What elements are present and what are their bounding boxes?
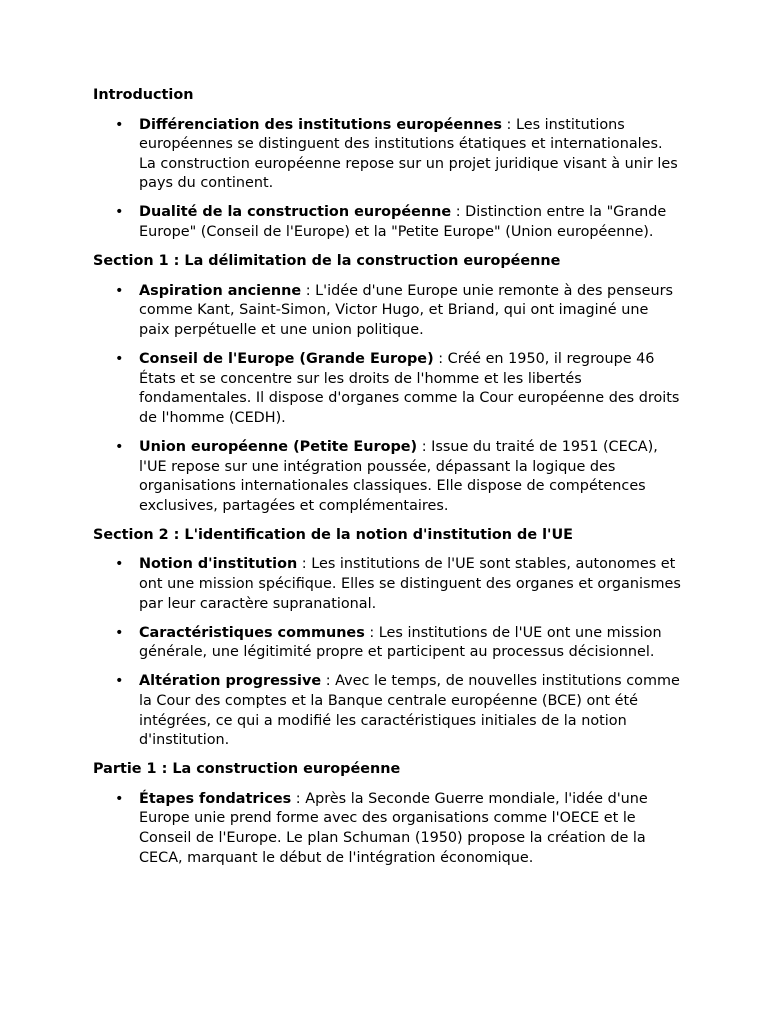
section-heading-partie-1: Partie 1 : La construction européenne (93, 761, 401, 778)
item-term: Altération progressive (139, 673, 322, 690)
list-item (93, 438, 683, 516)
list-item (93, 624, 683, 663)
bullet-icon: • (115, 116, 124, 133)
item-term: Caractéristiques communes (139, 624, 365, 641)
bullet-list-partie-1 (93, 790, 683, 868)
bullet-list-introduction (93, 116, 683, 243)
item-term: Étapes fondatrices (139, 790, 292, 807)
item-text: : Après la Seconde Guerre mondiale, l'idée d'une Europe unie prend forme avec des organisations comme l'OECE et le Conseil de l'Europe. Le plan Schuman (1950) propose la création de la CECA, marquant le début de l'intégration économique. (139, 790, 648, 866)
list-item (93, 116, 683, 194)
item-text: : Distinction entre la "Grande Europe" (Conseil de l'Europe) et la "Petite Europe" (Union européenne). (139, 204, 667, 241)
item-text: : Avec le temps, de nouvelles institutions comme la Cour des comptes et la Banque centrale européenne (BCE) ont été intégrées, ce qui a modifié les caractéristiques initiales de la notion d'institution. (139, 673, 680, 749)
item-text: : Les institutions de l'UE sont stables, autonomes et ont une mission spécifique. Elles se distinguent des organes et organismes par leur caractère supranational. (139, 556, 681, 612)
item-term: Dualité de la construction européenne (139, 204, 452, 221)
bullet-icon: • (115, 624, 124, 641)
bullet-icon: • (115, 438, 124, 455)
item-term: Conseil de l'Europe (Grande Europe) (139, 351, 434, 368)
item-term: Aspiration ancienne (139, 282, 302, 299)
bullet-icon: • (115, 790, 124, 807)
section-heading-section-1: Section 1 : La délimitation de la construction européenne (93, 253, 561, 270)
list-item (93, 350, 683, 428)
section-heading-introduction: Introduction (93, 87, 194, 103)
list-item (93, 555, 683, 614)
list-item (93, 203, 683, 242)
item-text: : Les institutions européennes se distinguent des institutions étatiques et internationales. La construction européenne repose sur un projet juridique visant à unir les pays du continent. (139, 116, 678, 192)
item-text: : Les institutions de l'UE ont une mission générale, une légitimité propre et participent au processus décisionnel. (139, 624, 662, 661)
bullet-list-section-2 (93, 555, 683, 750)
list-item (93, 282, 683, 341)
list-item (93, 790, 683, 868)
bullet-icon: • (115, 351, 124, 368)
item-term: Union européenne (Petite Europe) (139, 438, 418, 455)
item-text: : Issue du traité de 1951 (CECA), l'UE repose sur une intégration poussée, dépassant la logique des organisations internationales classiques. Elle dispose de compétences exclusives, partagées et complémentaires. (139, 438, 658, 514)
bullet-icon: • (115, 282, 124, 299)
document-page (93, 86, 683, 878)
bullet-icon: • (115, 556, 124, 573)
item-term: Différenciation des institutions européennes (139, 116, 502, 133)
bullet-list-section-1 (93, 282, 683, 517)
item-text: : Créé en 1950, il regroupe 46 États et se concentre sur les droits de l'homme et les libertés fondamentales. Il dispose d'organes comme la Cour européenne des droits de l'homme (CEDH). (139, 351, 680, 426)
bullet-icon: • (115, 673, 124, 690)
item-text: : L'idée d'une Europe unie remonte à des penseurs comme Kant, Saint-Simon, Victor Hugo, et Briand, qui ont imaginé une paix perpétuelle et une union politique. (139, 282, 674, 338)
list-item (93, 672, 683, 750)
bullet-icon: • (115, 204, 124, 221)
section-heading-section-2: Section 2 : L'identification de la notion d'institution de l'UE (93, 526, 573, 543)
item-term: Notion d'institution (139, 556, 298, 573)
